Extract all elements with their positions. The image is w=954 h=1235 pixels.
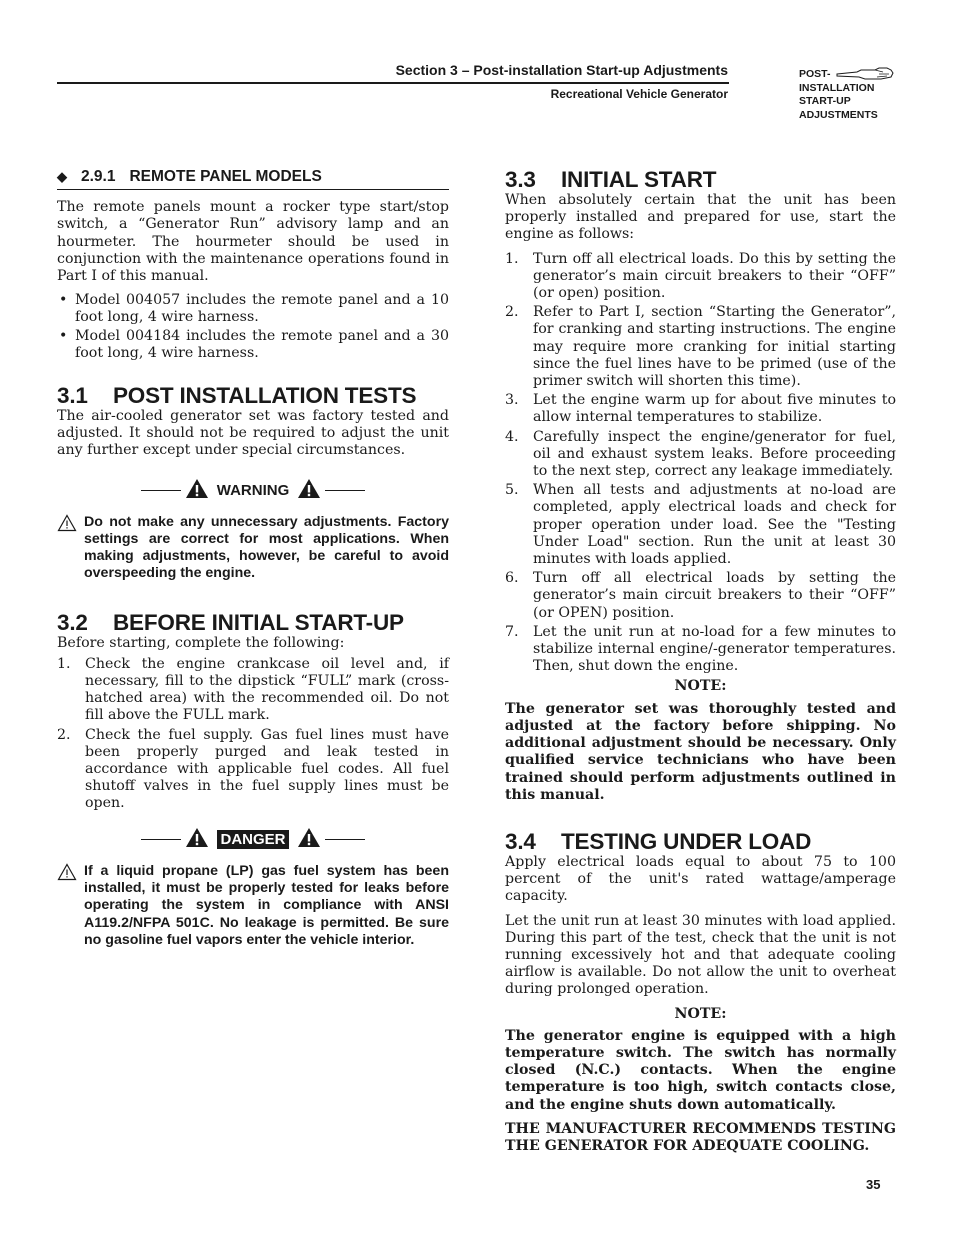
warning-triangle-icon [185,478,209,504]
header-rule [57,82,729,84]
numbered-list [57,656,449,813]
section-heading-3-1: 3.1 POST INSTALLATION TESTS [57,383,417,409]
note-label: NOTE: [674,1005,727,1022]
section-title: Section 3 – Post-installation Start-up Adjustments [395,62,728,78]
numbered-list [505,251,896,676]
danger-banner [57,827,449,853]
page-number: 35 [866,1177,881,1192]
paragraph: Let the unit run at least 30 minutes with load applied. During this part of the test, check that the unit is not running excessively hot and that adequate cooling airflow is available. Do not allow the unit to overheat during prolonged operation. [505,912,896,998]
banner-rule [141,839,181,840]
list-item: 6. Turn off all electrical loads by setting the generator’s main circuit breakers to their “OFF” (or OPEN) position. [505,570,896,621]
right-column [505,168,896,1162]
list-item: 3. Let the engine warm up for about five minutes to allow internal temperatures to stabilize. [505,392,896,426]
note-text: The generator engine is equipped with a high temperature switch. The switch has normally closed (N.C.) contacts. When the engine temperature is too high, switch contacts close, and the engine shuts down automatically. [505,1027,896,1113]
list-item: 1. Check the engine crankcase oil level and, if necessary, fill to the dipstick “FULL” mark (cross-hatched area) with the recommended oil. Do not fill above the FULL mark. [57,655,449,724]
bullet: • [59,292,68,309]
tab-line: ADJUSTMENTS [799,108,878,121]
caution-outline-icon [57,863,77,886]
list-item: 2. Check the fuel supply. Gas fuel lines must have been properly purged and leak tested in accordance with applicable fuel codes. All fuel shutoff valves in the fuel supply lines must be open. [57,726,449,812]
note-text: The generator set was thoroughly tested and adjusted at the factory before shipping. No additional adjustment should be necessary. Only qualified service technicians who have been trained should perform adjustments outlined in this manual. [505,700,896,803]
list-item: 4. Carefully inspect the engine/generator for fuel, oil and exhaust system leaks. Before proceeding to the next step, correct any leakage immediately. [505,428,896,480]
list-item: 7. Let the unit run at no-load for a few minutes to stabilize internal engine/-generator temperatures. Then, shut down the engine. [505,623,896,675]
danger-message: If a liquid propane (LP) gas fuel system has been installed, it must be properly tested for leaks before operating the system in compliance with ANSI A119.2/NFPA 501C. No leakage is permitted. Be sure no gasoline fuel vapors enter the vehicle interior. [57,863,449,949]
note-text: THE MANUFACTURER RECOMMENDS TESTING THE GENERATOR FOR ADEQUATE COOLING. [505,1120,896,1154]
warning-triangle-icon [185,827,209,853]
header-subtitle: Recreational Vehicle Generator [550,87,728,101]
warning-banner [57,478,449,504]
note-label: NOTE: [674,678,727,695]
section-heading-3-4: 3.4 TESTING UNDER LOAD [505,828,812,854]
warning-triangle-icon [297,827,321,853]
caution-outline-icon [57,514,77,537]
banner-rule [325,839,365,840]
section-heading-3-2: 3.2 BEFORE INITIAL START-UP [57,609,404,635]
subsection-number: 2.9.1 [81,168,116,185]
section-tab [799,68,909,122]
banner-rule [141,490,181,491]
warning-message: Do not make any unnecessary adjustments. Factory settings are correct for most applications. When making adjustments, however, be careful to avoid overspeeding the engine. [57,514,449,583]
tab-line: INSTALLATION [799,81,875,94]
paragraph: The remote panels mount a rocker type start/stop switch, a “Generator Run” advisory lamp and an hourmeter. The hourmeter should be used in conjunction with the maintenance operations found in Part I of this manual. [57,199,449,285]
paragraph: The air-cooled generator set was factory tested and adjusted. It should not be required to adjust the unit any further except under special circumstances. [57,408,449,459]
paragraph: When absolutely certain that the unit has been properly installed and prepared for use, start the engine as follows: [505,192,896,243]
bullet: • [59,327,68,344]
left-column [57,168,449,949]
bullet-list [57,292,449,362]
paragraph: Apply electrical loads equal to about 75 to 100 percent of the unit's rated wattage/amperage capacity. [505,853,896,905]
pointing-hand-icon [835,67,899,86]
list-item: • Model 004057 includes the remote panel and a 10 foot long, 4 wire harness. [59,292,449,326]
warning-triangle-icon [297,478,321,504]
list-item: • Model 004184 includes the remote panel and a 30 foot long, 4 wire harness. [59,327,449,361]
section-heading-3-3: 3.3 INITIAL START [505,167,717,192]
subsection-title: REMOTE PANEL MODELS [129,168,322,185]
list-item: 2. Refer to Part I, section “Starting the Generator”, for cranking and starting instructions. The engine may require more cranking for initial starting since the fuel lines have to be primed (use of the primer switch will shorten this time). [505,304,896,390]
list-item: 1. Turn off all electrical loads. Do this by setting the generator’s main circuit breakers to their “OFF” (or open) position. [505,250,896,302]
list-item: 5. When all tests and adjustments at no-load are completed, apply electrical loads and check for proper operation under load. See the "Testing Under Load" section. Run the unit at least 30 minutes with loads applied. [505,482,896,568]
subsection-heading-2-9-1 [57,168,449,190]
diamond-bullet-icon: ◆ [57,169,67,184]
danger-label: DANGER [217,830,288,849]
warning-label: WARNING [216,482,290,500]
tab-line: POST- [799,68,831,80]
tab-line: START-UP [799,95,851,107]
paragraph: Before starting, complete the following: [57,634,345,651]
banner-rule [325,490,365,491]
